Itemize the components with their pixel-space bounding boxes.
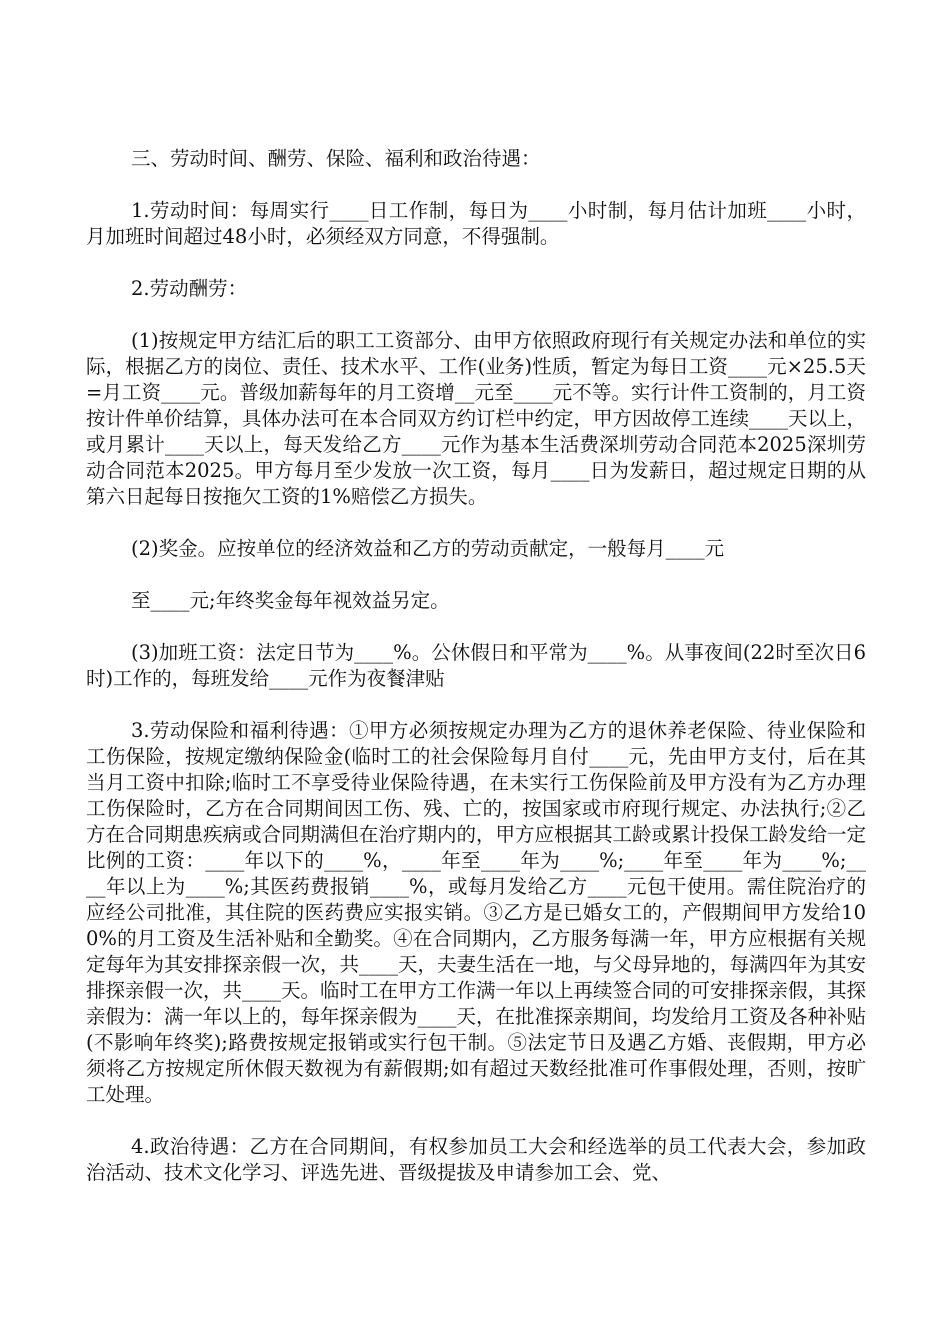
- clause-bonus-line1: (2)奖金。应按单位的经济效益和乙方的劳动贡献定，一般每月____元: [131, 537, 725, 560]
- clause-political-treatment: 4.政治待遇：乙方在合同期间，有权参加员工大会和经选举的员工代表大会，参加政治活动、技术文化学习、评选先进、晋级提拔及申请参加工会、党、: [86, 1135, 866, 1184]
- document-page: [86, 146, 866, 1212]
- section-heading: 三、劳动时间、酬劳、保险、福利和政治待遇：: [131, 147, 541, 170]
- clause-bonus-line2: 至____元;年终奖金每年视效益另定。: [131, 589, 450, 612]
- clause-insurance-welfare: 3.劳动保险和福利待遇：①甲方必须按规定办理为乙方的退休养老保险、待业保险和工伤保险，按规定缴纳保险金(临时工的社会保险每月自付____元，先由甲方支付，后在其当月工资中扣除;临时工不享受待业保险待遇，在未实行工伤保险前及甲方没有为乙方办理工伤保险时，乙方在合同期间因工伤、残、亡的，按国家或市府现行规定、办法执行;②乙方在合同期患疾病或合同期满但在治疗期内的，甲方应根据其工龄或累计投保工龄发给一定比例的工资：____年以下的____%，____年至____年为____%;____年至____年为____%;____年以上为____%;其医药费报销____%，或每月发给乙方____元包干使用。需住院治疗的应经公司批准，其住院的医药费应实报实销。③乙方是已婚女工的，产假期间甲方发给100%的月工资及生活补贴和全勤奖。④在合同期内，乙方服务每满一年，甲方应根据有关规定每年为其安排探亲假一次，共____天，夫妻生活在一地，与父母异地的，每满四年为其安排探亲假一次，共____天。临时工在甲方工作满一年以上再续签合同的可安排探亲假，其探亲假为：满一年以上的，每年探亲假为____天，在批准探亲期间，均发给月工资及各种补贴(不影响年终奖);路费按规定报销或实行包干制。⑤法定节日及遇乙方婚、丧假期，甲方必须将乙方按规定所休假天数视为有薪假期;如有超过天数经批准可作事假处理，否则，按旷工处理。: [86, 719, 867, 1106]
- clause-remuneration-title: 2.劳动酬劳：: [131, 277, 248, 300]
- clause-overtime-pay: (3)加班工资：法定日节为____%。公休假日和平常为____%。从事夜间(22时至次日6时)工作的，每班发给____元作为夜餐津贴: [86, 641, 866, 690]
- clause-wages: (1)按规定甲方结汇后的职工工资部分、由甲方依照政府现行有关规定办法和单位的实际，根据乙方的岗位、责任、技术水平、工作(业务)性质，暂定为每日工资____元×25.5天=月工资____元。普级加薪每年的月工资增__元至____元不等。实行计件工资制的，月工资按计件单价结算，具体办法可在本合同双方约订栏中约定，甲方因故停工连续____天以上，或月累计____天以上，每天发给乙方____元作为基本生活费深圳劳动合同范本2025深圳劳动合同范本2025。甲方每月至少发放一次工资，每月____日为发薪日，超过规定日期的从第六日起每日按拖欠工资的1%赔偿乙方损失。: [86, 329, 867, 508]
- clause-working-hours: 1.劳动时间：每周实行____日工作制，每日为____小时制，每月估计加班____小时，月加班时间超过48小时，必须经双方同意，不得强制。: [86, 199, 866, 248]
